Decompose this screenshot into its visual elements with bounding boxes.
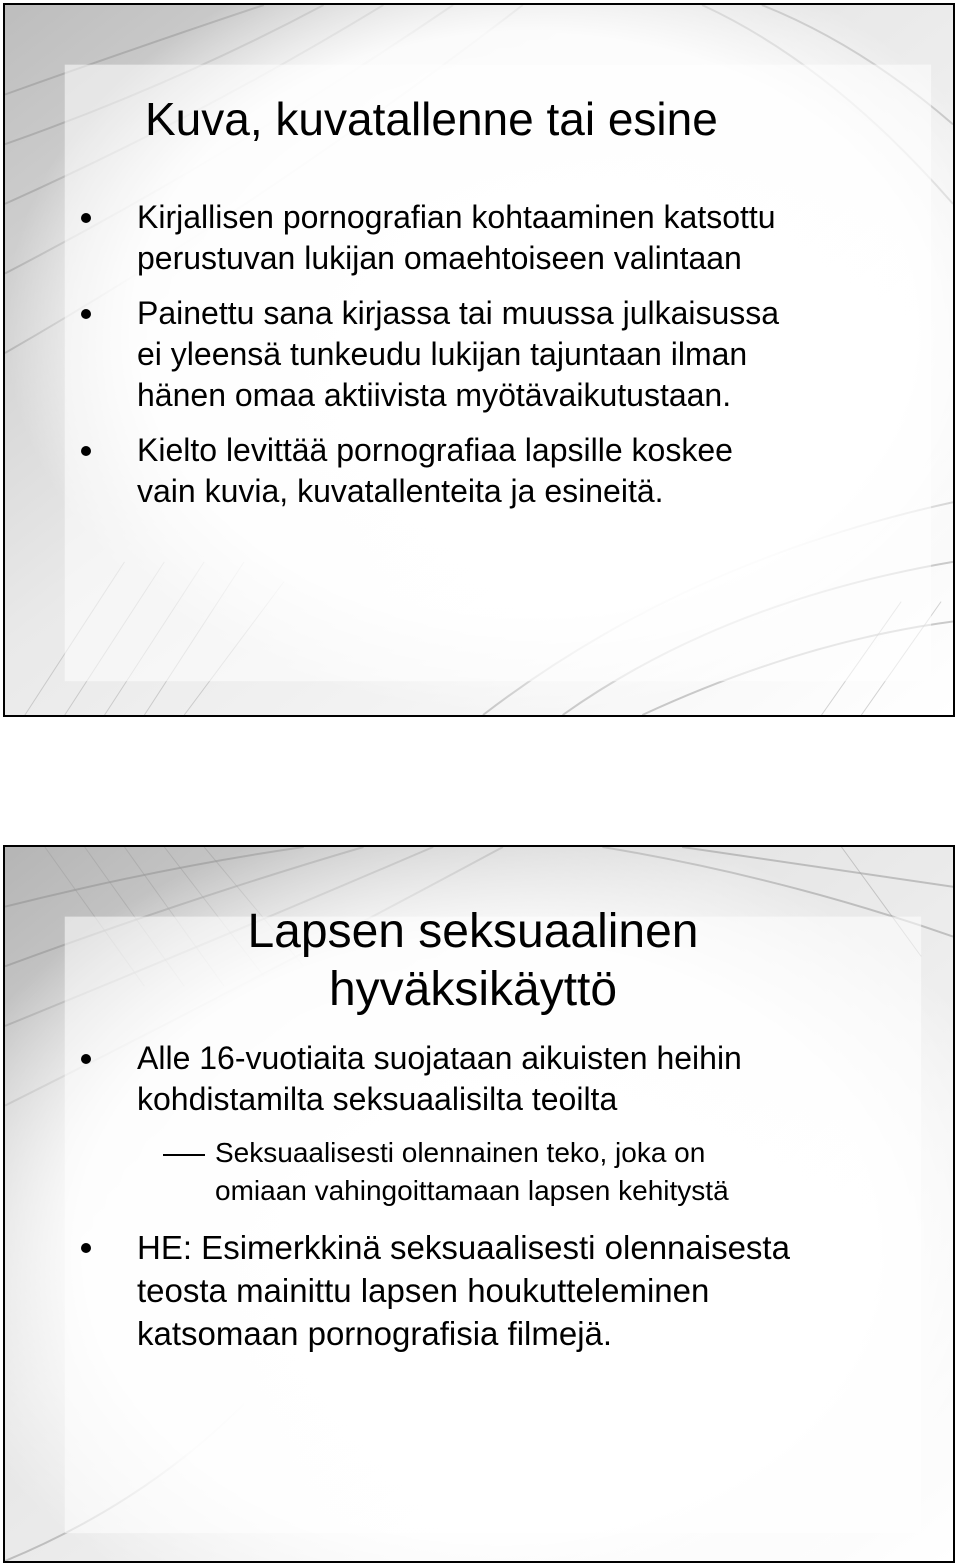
bullet-item: Kielto levittää pornografiaa lapsille koskee vain kuvia, kuvatallenteita ja esineitä. [5, 430, 927, 512]
bullet-list [5, 1038, 927, 1369]
slide-lapsen-hyvaksikaytto [3, 845, 955, 1563]
bullet-dot-icon [81, 213, 91, 223]
dash-icon [163, 1154, 205, 1156]
bullet-dot-icon [81, 1054, 91, 1064]
slide-kuva-kuvatallenne [3, 3, 955, 717]
bullet-item: Kirjallisen pornografian kohtaaminen katsottu perustuvan lukijan omaehtoiseen valintaan [5, 197, 927, 279]
bullet-list [5, 197, 927, 526]
slide-title: Lapsen seksuaalinen hyväksikäyttö [247, 905, 699, 1016]
bullet-item: HE: Esimerkkinä seksuaalisesti olennaisesta teosta mainittu lapsen houkutteleminen katsomaan pornografisia filmejä. [5, 1226, 927, 1355]
sub-bullet-item: Seksuaalisesti olennainen teko, joka on omiaan vahingoittamaan lapsen kehitystä [5, 1134, 915, 1210]
bullet-dot-icon [81, 1243, 91, 1253]
bullet-item: Alle 16-vuotiaita suojataan aikuisten heihin kohdistamilta seksuaalisilta teoilta [5, 1038, 927, 1120]
slide-title: Kuva, kuvatallenne tai esine [145, 93, 718, 145]
bullet-dot-icon [81, 446, 91, 456]
bullet-item: Painettu sana kirjassa tai muussa julkaisussa ei yleensä tunkeudu lukijan tajuntaan ilman hänen omaa aktiivista myötävaikutustaan. [5, 293, 927, 416]
bullet-dot-icon [81, 309, 91, 319]
